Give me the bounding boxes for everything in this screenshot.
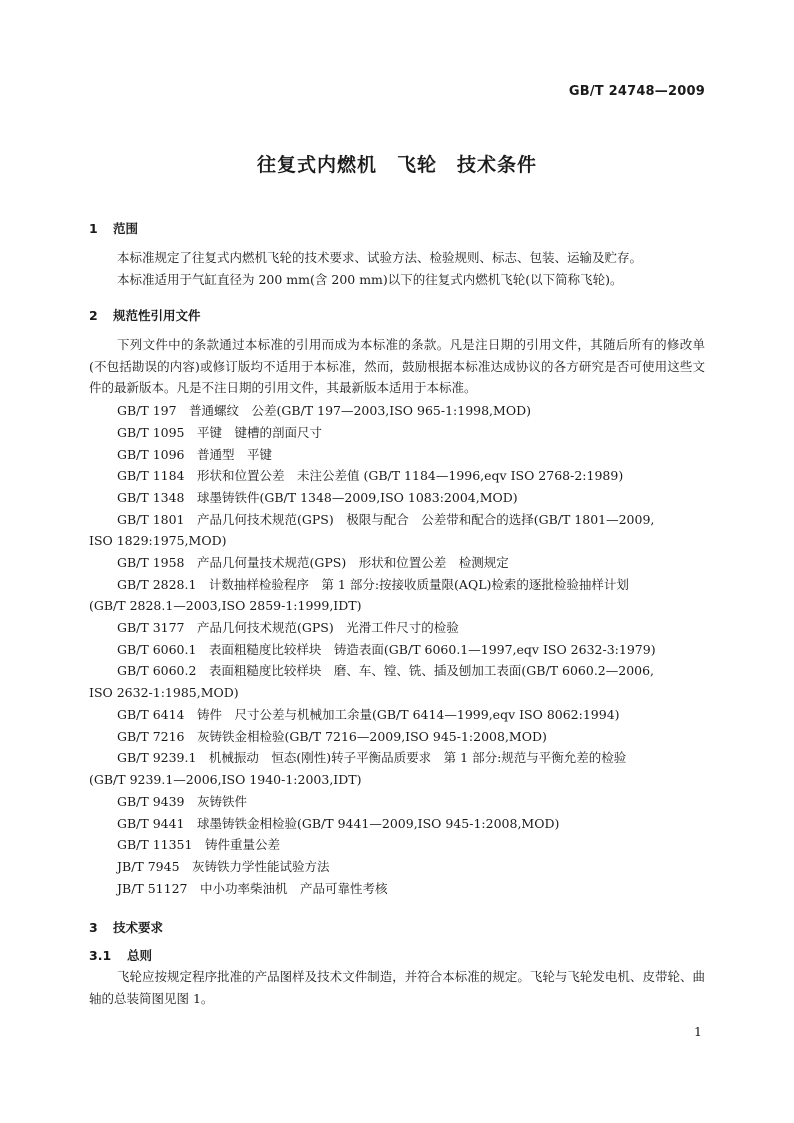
reference-item: GB/T 1958 产品几何量技术规范(GPS) 形状和位置公差 检测规定 bbox=[117, 555, 509, 570]
section-3-heading bbox=[89, 918, 163, 936]
reference-item: GB/T 7216 灰铸铁金相检验(GB/T 7216—2009,ISO 945-1:2008,MOD) bbox=[117, 729, 547, 744]
reference-item: GB/T 197 普通螺纹 公差(GB/T 197—2003,ISO 965-1:1998,MOD) bbox=[117, 403, 531, 418]
reference-item-continuation: (GB/T 9239.1—2006,ISO 1940-1:2003,IDT) bbox=[89, 772, 362, 787]
section-number: 3 bbox=[89, 920, 98, 935]
section-number: 1 bbox=[89, 221, 98, 236]
general-paragraph: 飞轮应按规定程序批准的产品图样及技术文件制造，并符合本标准的规定。飞轮与飞轮发电机、皮带轮、曲轴的总装简图见图 1。 bbox=[89, 969, 705, 1006]
reference-item: JB/T 51127 中小功率柴油机 产品可靠性考核 bbox=[117, 881, 388, 896]
reference-item: GB/T 1096 普通型 平键 bbox=[117, 447, 273, 462]
subsection-number: 3.1 bbox=[89, 948, 112, 963]
reference-item: GB/T 11351 铸件重量公差 bbox=[117, 837, 280, 852]
scope-paragraph-1: 本标准规定了往复式内燃机飞轮的技术要求、试验方法、检验规则、标志、包装、运输及贮存。 bbox=[117, 250, 643, 265]
reference-item: GB/T 6060.1 表面粗糙度比较样块 铸造表面(GB/T 6060.1—1997,eqv ISO 2632-3:1979) bbox=[117, 642, 656, 657]
reference-item-continuation: (GB/T 2828.1—2003,ISO 2859-1:1999,IDT) bbox=[89, 598, 362, 613]
reference-item: GB/T 9439 灰铸铁件 bbox=[117, 794, 248, 809]
page-number: 1 bbox=[694, 1024, 702, 1039]
references-intro: 下列文件中的条款通过本标准的引用而成为本标准的条款。凡是注日期的引用文件，其随后所有的修改单(不包括勘误的内容)或修订版均不适用于本标准，然而，鼓励根据本标准达成协议的各方研究是否可使用这些文件的最新版本。凡是不注日期的引用文件，其最新版本适用于本标准。 bbox=[89, 337, 705, 396]
reference-item: GB/T 2828.1 计数抽样检验程序 第 1 部分:按接收质量限(AQL)检索的逐批检验抽样计划 bbox=[117, 577, 629, 592]
section-2-heading bbox=[89, 306, 201, 324]
section-title: 范围 bbox=[113, 221, 139, 236]
standard-code: GB/T 24748—2009 bbox=[568, 84, 705, 99]
document-title: 往复式内燃机 飞轮 技术条件 bbox=[256, 154, 537, 176]
reference-item: GB/T 1184 形状和位置公差 未注公差值 (GB/T 1184—1996,eqv ISO 2768-2:1989) bbox=[117, 468, 624, 483]
reference-item: GB/T 9239.1 机械振动 恒态(刚性)转子平衡品质要求 第 1 部分:规范与平衡允差的检验 bbox=[117, 750, 627, 765]
subsection-3-1-heading bbox=[89, 946, 152, 964]
reference-item: JB/T 7945 灰铸铁力学性能试验方法 bbox=[117, 859, 330, 874]
reference-item: GB/T 3177 产品几何技术规范(GPS) 光滑工件尺寸的检验 bbox=[117, 620, 459, 635]
reference-item-continuation: ISO 1829:1975,MOD) bbox=[89, 533, 227, 548]
scope-paragraph-2: 本标准适用于气缸直径为 200 mm(含 200 mm)以下的往复式内燃机飞轮(以下简称飞轮)。 bbox=[117, 272, 623, 287]
reference-item: GB/T 1801 产品几何技术规范(GPS) 极限与配合 公差带和配合的选择(GB/T 1801—2009, bbox=[117, 512, 655, 527]
section-1-heading bbox=[89, 219, 138, 237]
reference-item-continuation: ISO 2632-1:1985,MOD) bbox=[89, 685, 239, 700]
section-title: 技术要求 bbox=[113, 920, 164, 935]
reference-item: GB/T 6414 铸件 尺寸公差与机械加工余量(GB/T 6414—1999,eqv ISO 8062:1994) bbox=[117, 707, 620, 722]
subsection-title: 总则 bbox=[127, 948, 153, 963]
section-number: 2 bbox=[89, 308, 98, 323]
reference-item: GB/T 1095 平键 键槽的剖面尺寸 bbox=[117, 425, 323, 440]
reference-item: GB/T 9441 球墨铸铁金相检验(GB/T 9441—2009,ISO 945-1:2008,MOD) bbox=[117, 816, 560, 831]
reference-item: GB/T 1348 球墨铸铁件(GB/T 1348—2009,ISO 1083:2004,MOD) bbox=[117, 490, 518, 505]
section-title: 规范性引用文件 bbox=[113, 308, 201, 323]
reference-item: GB/T 6060.2 表面粗糙度比较样块 磨、车、镗、铣、插及刨加工表面(GB/T 6060.2—2006, bbox=[117, 663, 655, 678]
